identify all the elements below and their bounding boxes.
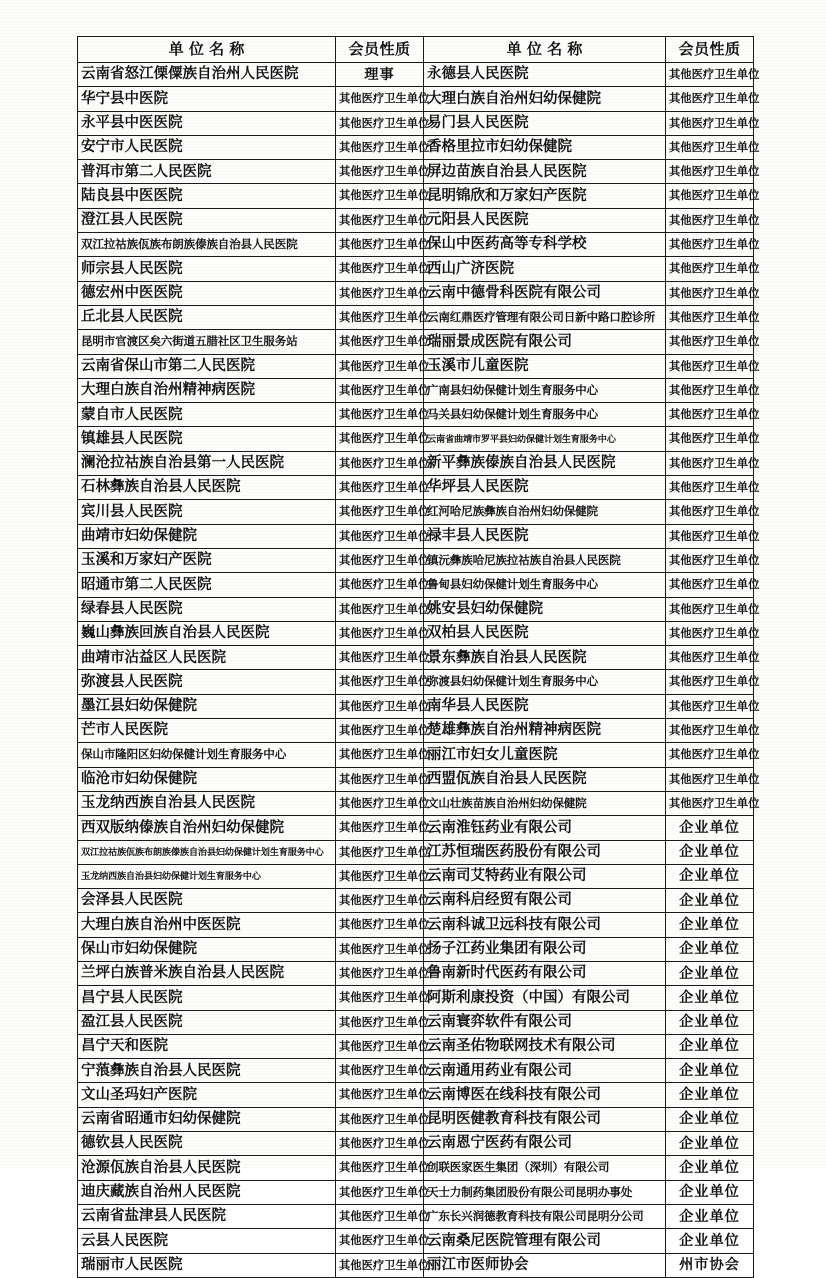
cell-member-type-left: 其他医疗卫生单位	[336, 548, 424, 572]
cell-member-type-left: 其他医疗卫生单位	[336, 427, 424, 451]
cell-unit-name-right: 天士力制药集团股份有限公司昆明办事处	[424, 1180, 666, 1204]
cell-unit-name-right: 镇沅彝族哈尼族拉祜族自治县人民医院	[424, 548, 666, 572]
cell-unit-name-left: 双江拉祜族佤族布朗族傣族自治县妇幼保健计划生育服务中心	[78, 840, 336, 864]
cell-unit-name-left: 昌宁县人民医院	[78, 986, 336, 1010]
cell-unit-name-left: 普洱市第二人民医院	[78, 160, 336, 184]
cell-unit-name-right: 南华县人民医院	[424, 694, 666, 718]
cell-member-type-left: 其他医疗卫生单位	[336, 1059, 424, 1083]
cell-unit-name-left: 镇雄县人民医院	[78, 427, 336, 451]
cell-member-type-right: 企业单位	[666, 1010, 754, 1034]
cell-member-type-right: 其他医疗卫生单位	[666, 87, 754, 111]
member-registry-table-container	[77, 36, 760, 1278]
table-row	[78, 548, 754, 572]
table-row	[78, 767, 754, 791]
cell-member-type-right: 企业单位	[666, 889, 754, 913]
cell-unit-name-left: 云南省保山市第二人民医院	[78, 354, 336, 378]
cell-unit-name-right: 云南科诚卫远科技有限公司	[424, 913, 666, 937]
cell-unit-name-left: 澄江县人民医院	[78, 208, 336, 232]
table-row	[78, 1229, 754, 1253]
table-row	[78, 476, 754, 500]
cell-unit-name-left: 巍山彝族回族自治县人民医院	[78, 621, 336, 645]
cell-unit-name-left: 盈江县人民医院	[78, 1010, 336, 1034]
cell-member-type-right: 其他医疗卫生单位	[666, 281, 754, 305]
cell-unit-name-left: 云县人民医院	[78, 1229, 336, 1253]
cell-member-type-right: 其他医疗卫生单位	[666, 451, 754, 475]
cell-member-type-left: 其他医疗卫生单位	[336, 986, 424, 1010]
cell-member-type-right: 其他医疗卫生单位	[666, 524, 754, 548]
cell-member-type-right: 企业单位	[666, 1132, 754, 1156]
cell-member-type-left: 其他医疗卫生单位	[336, 111, 424, 135]
cell-member-type-right: 其他医疗卫生单位	[666, 305, 754, 329]
cell-member-type-left: 其他医疗卫生单位	[336, 500, 424, 524]
cell-unit-name-left: 德钦县人民医院	[78, 1132, 336, 1156]
table-row	[78, 63, 754, 87]
table-row	[78, 330, 754, 354]
cell-member-type-left: 其他医疗卫生单位	[336, 1229, 424, 1253]
cell-member-type-right: 企业单位	[666, 1156, 754, 1180]
cell-unit-name-left: 西双版纳傣族自治州妇幼保健院	[78, 816, 336, 840]
cell-member-type-right: 其他医疗卫生单位	[666, 427, 754, 451]
cell-member-type-left: 其他医疗卫生单位	[336, 1132, 424, 1156]
table-row	[78, 1107, 754, 1131]
cell-member-type-left: 其他医疗卫生单位	[336, 913, 424, 937]
cell-unit-name-right: 扬子江药业集团有限公司	[424, 937, 666, 961]
cell-member-type-left: 其他医疗卫生单位	[336, 135, 424, 159]
cell-member-type-right: 其他医疗卫生单位	[666, 257, 754, 281]
cell-member-type-right: 其他医疗卫生单位	[666, 378, 754, 402]
cell-unit-name-left: 沧源佤族自治县人民医院	[78, 1156, 336, 1180]
cell-unit-name-right: 云南司艾特药业有限公司	[424, 864, 666, 888]
table-row	[78, 816, 754, 840]
cell-member-type-left: 其他医疗卫生单位	[336, 694, 424, 718]
cell-member-type-right: 其他医疗卫生单位	[666, 135, 754, 159]
cell-unit-name-left: 陆良县中医医院	[78, 184, 336, 208]
cell-member-type-right: 其他医疗卫生单位	[666, 63, 754, 87]
cell-member-type-left: 其他医疗卫生单位	[336, 160, 424, 184]
cell-unit-name-left: 保山市隆阳区妇幼保健计划生育服务中心	[78, 743, 336, 767]
cell-unit-name-left: 石林彝族自治县人民医院	[78, 476, 336, 500]
cell-unit-name-left: 澜沧拉祜族自治县第一人民医院	[78, 451, 336, 475]
cell-unit-name-right: 云南恩宁医药有限公司	[424, 1132, 666, 1156]
cell-unit-name-left: 保山市妇幼保健院	[78, 937, 336, 961]
cell-member-type-left: 其他医疗卫生单位	[336, 1204, 424, 1228]
cell-member-type-right: 其他医疗卫生单位	[666, 160, 754, 184]
cell-member-type-right: 企业单位	[666, 1180, 754, 1204]
cell-unit-name-right: 鲁甸县妇幼保健计划生育服务中心	[424, 573, 666, 597]
cell-member-type-right: 其他医疗卫生单位	[666, 621, 754, 645]
cell-unit-name-right: 云南红鼎医疗管理有限公司日新中路口腔诊所	[424, 305, 666, 329]
table-row	[78, 451, 754, 475]
cell-member-type-left: 其他医疗卫生单位	[336, 354, 424, 378]
cell-unit-name-left: 兰坪白族普米族自治县人民医院	[78, 961, 336, 985]
cell-unit-name-left: 德宏州中医医院	[78, 281, 336, 305]
cell-unit-name-right: 丽江市妇女儿童医院	[424, 743, 666, 767]
cell-unit-name-left: 华宁县中医院	[78, 87, 336, 111]
cell-member-type-right: 企业单位	[666, 864, 754, 888]
cell-member-type-right: 企业单位	[666, 1107, 754, 1131]
table-row	[78, 427, 754, 451]
cell-unit-name-right: 昆明医健教育科技有限公司	[424, 1107, 666, 1131]
cell-unit-name-right: 姚安县妇幼保健院	[424, 597, 666, 621]
cell-member-type-right: 企业单位	[666, 913, 754, 937]
cell-member-type-left: 其他医疗卫生单位	[336, 87, 424, 111]
cell-member-type-right: 企业单位	[666, 937, 754, 961]
table-row	[78, 208, 754, 232]
cell-unit-name-left: 曲靖市妇幼保健院	[78, 524, 336, 548]
table-row	[78, 961, 754, 985]
cell-unit-name-right: 云南省曲靖市罗平县妇幼保健计划生育服务中心	[424, 427, 666, 451]
table-row	[78, 937, 754, 961]
table-row	[78, 986, 754, 1010]
cell-member-type-left: 其他医疗卫生单位	[336, 889, 424, 913]
cell-unit-name-left: 弥渡县人民医院	[78, 670, 336, 694]
cell-unit-name-left: 墨江县妇幼保健院	[78, 694, 336, 718]
table-row	[78, 1010, 754, 1034]
cell-member-type-right: 其他医疗卫生单位	[666, 500, 754, 524]
cell-member-type-left: 其他医疗卫生单位	[336, 1083, 424, 1107]
cell-member-type-left: 其他医疗卫生单位	[336, 184, 424, 208]
table-row	[78, 889, 754, 913]
cell-member-type-right: 其他医疗卫生单位	[666, 573, 754, 597]
table-row	[78, 913, 754, 937]
cell-unit-name-left: 宁蒗彝族自治县人民医院	[78, 1059, 336, 1083]
cell-member-type-right: 企业单位	[666, 840, 754, 864]
cell-unit-name-right: 云南通用药业有限公司	[424, 1059, 666, 1083]
cell-member-type-left: 其他医疗卫生单位	[336, 233, 424, 257]
cell-unit-name-left: 丘北县人民医院	[78, 305, 336, 329]
table-row	[78, 1034, 754, 1058]
cell-unit-name-left: 昆明市官渡区矣六街道五腊社区卫生服务站	[78, 330, 336, 354]
cell-unit-name-left: 双江拉祜族佤族布朗族傣族自治县人民医院	[78, 233, 336, 257]
cell-unit-name-left: 昌宁天和医院	[78, 1034, 336, 1058]
cell-unit-name-left: 临沧市妇幼保健院	[78, 767, 336, 791]
table-row	[78, 135, 754, 159]
cell-member-type-right: 企业单位	[666, 986, 754, 1010]
header-unit-name-right: 单 位 名 称	[424, 37, 666, 63]
cell-member-type-left: 其他医疗卫生单位	[336, 208, 424, 232]
table-row	[78, 597, 754, 621]
table-row	[78, 864, 754, 888]
table-row	[78, 233, 754, 257]
cell-unit-name-left: 大理白族自治州精神病医院	[78, 378, 336, 402]
table-row	[78, 670, 754, 694]
cell-unit-name-right: 瑞丽景成医院有限公司	[424, 330, 666, 354]
cell-member-type-right: 其他医疗卫生单位	[666, 403, 754, 427]
cell-member-type-right: 其他医疗卫生单位	[666, 670, 754, 694]
table-row	[78, 1132, 754, 1156]
table-row	[78, 573, 754, 597]
cell-member-type-right: 其他医疗卫生单位	[666, 791, 754, 815]
cell-unit-name-right: 鲁南新时代医药有限公司	[424, 961, 666, 985]
cell-member-type-left: 其他医疗卫生单位	[336, 378, 424, 402]
table-row	[78, 1180, 754, 1204]
cell-unit-name-right: 云南博医在线科技有限公司	[424, 1083, 666, 1107]
cell-member-type-left: 其他医疗卫生单位	[336, 524, 424, 548]
cell-member-type-left: 其他医疗卫生单位	[336, 961, 424, 985]
cell-unit-name-right: 景东彝族自治县人民医院	[424, 646, 666, 670]
cell-unit-name-left: 安宁市人民医院	[78, 135, 336, 159]
cell-member-type-left: 理事	[336, 63, 424, 87]
cell-unit-name-right: 西盟佤族自治县人民医院	[424, 767, 666, 791]
cell-member-type-left: 其他医疗卫生单位	[336, 1034, 424, 1058]
table-row	[78, 743, 754, 767]
cell-unit-name-right: 易门县人民医院	[424, 111, 666, 135]
cell-unit-name-right: 元阳县人民医院	[424, 208, 666, 232]
cell-member-type-right: 其他医疗卫生单位	[666, 646, 754, 670]
cell-member-type-left: 其他医疗卫生单位	[336, 403, 424, 427]
cell-member-type-left: 其他医疗卫生单位	[336, 937, 424, 961]
table-row	[78, 403, 754, 427]
table-row	[78, 1253, 754, 1277]
table-row	[78, 524, 754, 548]
cell-unit-name-right: 屏边苗族自治县人民医院	[424, 160, 666, 184]
cell-member-type-left: 其他医疗卫生单位	[336, 257, 424, 281]
cell-member-type-left: 其他医疗卫生单位	[336, 597, 424, 621]
cell-unit-name-left: 昭通市第二人民医院	[78, 573, 336, 597]
table-row	[78, 1059, 754, 1083]
header-unit-name-left: 单 位 名 称	[78, 37, 336, 63]
cell-unit-name-right: 华坪县人民医院	[424, 476, 666, 500]
cell-member-type-right: 其他医疗卫生单位	[666, 743, 754, 767]
cell-member-type-left: 其他医疗卫生单位	[336, 305, 424, 329]
header-member-type-right: 会员性质	[666, 37, 754, 63]
cell-unit-name-right: 马关县妇幼保健计划生育服务中心	[424, 403, 666, 427]
header-member-type-left: 会员性质	[336, 37, 424, 63]
table-row	[78, 281, 754, 305]
table-row	[78, 160, 754, 184]
table-row	[78, 791, 754, 815]
table-row	[78, 500, 754, 524]
cell-member-type-right: 企业单位	[666, 1059, 754, 1083]
member-registry-table	[77, 36, 760, 1278]
cell-unit-name-left: 玉龙纳西族自治县妇幼保健计划生育服务中心	[78, 864, 336, 888]
cell-member-type-right: 企业单位	[666, 961, 754, 985]
cell-member-type-left: 其他医疗卫生单位	[336, 1180, 424, 1204]
cell-member-type-left: 其他医疗卫生单位	[336, 646, 424, 670]
cell-member-type-right: 其他医疗卫生单位	[666, 233, 754, 257]
cell-unit-name-left: 云南省怒江傈僳族自治州人民医院	[78, 63, 336, 87]
cell-unit-name-right: 大理白族自治州妇幼保健院	[424, 87, 666, 111]
cell-unit-name-right: 楚雄彝族自治州精神病医院	[424, 719, 666, 743]
cell-member-type-left: 其他医疗卫生单位	[336, 1253, 424, 1277]
cell-member-type-right: 企业单位	[666, 1034, 754, 1058]
cell-unit-name-left: 瑞丽市人民医院	[78, 1253, 336, 1277]
table-row	[78, 1204, 754, 1228]
table-row	[78, 354, 754, 378]
cell-unit-name-right: 创联医家医生集团（深圳）有限公司	[424, 1156, 666, 1180]
cell-member-type-right: 企业单位	[666, 1204, 754, 1228]
cell-unit-name-right: 云南圣佑物联网技术有限公司	[424, 1034, 666, 1058]
cell-unit-name-right: 文山壮族苗族自治州妇幼保健院	[424, 791, 666, 815]
cell-member-type-right: 州市协会	[666, 1253, 754, 1277]
cell-member-type-right: 其他医疗卫生单位	[666, 476, 754, 500]
cell-unit-name-right: 云南寰弈软件有限公司	[424, 1010, 666, 1034]
cell-unit-name-right: 新平彝族傣族自治县人民医院	[424, 451, 666, 475]
cell-member-type-left: 其他医疗卫生单位	[336, 743, 424, 767]
cell-unit-name-right: 广东长兴润德教育科技有限公司昆明分公司	[424, 1204, 666, 1228]
cell-unit-name-right: 云南桑尼医院管理有限公司	[424, 1229, 666, 1253]
cell-unit-name-right: 香格里拉市妇幼保健院	[424, 135, 666, 159]
table-row	[78, 1083, 754, 1107]
table-row	[78, 305, 754, 329]
cell-member-type-left: 其他医疗卫生单位	[336, 621, 424, 645]
header-row	[78, 37, 754, 63]
cell-member-type-right: 企业单位	[666, 816, 754, 840]
cell-unit-name-left: 云南省昭通市妇幼保健院	[78, 1107, 336, 1131]
cell-member-type-right: 其他医疗卫生单位	[666, 330, 754, 354]
cell-unit-name-left: 永平县中医医院	[78, 111, 336, 135]
cell-member-type-left: 其他医疗卫生单位	[336, 573, 424, 597]
cell-member-type-right: 企业单位	[666, 1229, 754, 1253]
cell-unit-name-right: 红河哈尼族彝族自治州妇幼保健院	[424, 500, 666, 524]
cell-unit-name-right: 弥渡县妇幼保健计划生育服务中心	[424, 670, 666, 694]
table-row	[78, 840, 754, 864]
cell-member-type-left: 其他医疗卫生单位	[336, 451, 424, 475]
cell-unit-name-left: 绿春县人民医院	[78, 597, 336, 621]
cell-member-type-left: 其他医疗卫生单位	[336, 281, 424, 305]
cell-member-type-right: 其他医疗卫生单位	[666, 111, 754, 135]
cell-unit-name-right: 禄丰县人民医院	[424, 524, 666, 548]
cell-member-type-right: 其他医疗卫生单位	[666, 767, 754, 791]
cell-unit-name-right: 西山广济医院	[424, 257, 666, 281]
cell-unit-name-right: 丽江市医师协会	[424, 1253, 666, 1277]
cell-member-type-left: 其他医疗卫生单位	[336, 767, 424, 791]
table-row	[78, 719, 754, 743]
cell-member-type-left: 其他医疗卫生单位	[336, 670, 424, 694]
cell-member-type-right: 其他医疗卫生单位	[666, 354, 754, 378]
cell-unit-name-left: 玉龙纳西族自治县人民医院	[78, 791, 336, 815]
cell-member-type-right: 其他医疗卫生单位	[666, 719, 754, 743]
table-row	[78, 257, 754, 281]
table-row	[78, 184, 754, 208]
cell-member-type-right: 企业单位	[666, 1083, 754, 1107]
table-row	[78, 111, 754, 135]
cell-member-type-left: 其他医疗卫生单位	[336, 816, 424, 840]
cell-unit-name-right: 云南淮钰药业有限公司	[424, 816, 666, 840]
table-row	[78, 646, 754, 670]
cell-unit-name-left: 芒市人民医院	[78, 719, 336, 743]
cell-member-type-left: 其他医疗卫生单位	[336, 1156, 424, 1180]
cell-unit-name-left: 迪庆藏族自治州人民医院	[78, 1180, 336, 1204]
cell-unit-name-right: 昆明锦欣和万家妇产医院	[424, 184, 666, 208]
cell-unit-name-left: 大理白族自治州中医医院	[78, 913, 336, 937]
cell-unit-name-left: 蒙自市人民医院	[78, 403, 336, 427]
cell-member-type-left: 其他医疗卫生单位	[336, 791, 424, 815]
table-row	[78, 1156, 754, 1180]
cell-member-type-left: 其他医疗卫生单位	[336, 719, 424, 743]
cell-member-type-right: 其他医疗卫生单位	[666, 694, 754, 718]
cell-member-type-left: 其他医疗卫生单位	[336, 864, 424, 888]
cell-unit-name-left: 曲靖市沾益区人民医院	[78, 646, 336, 670]
cell-member-type-right: 其他医疗卫生单位	[666, 548, 754, 572]
cell-member-type-left: 其他医疗卫生单位	[336, 476, 424, 500]
cell-member-type-left: 其他医疗卫生单位	[336, 1107, 424, 1131]
cell-unit-name-right: 双柏县人民医院	[424, 621, 666, 645]
cell-member-type-right: 其他医疗卫生单位	[666, 208, 754, 232]
cell-member-type-right: 其他医疗卫生单位	[666, 184, 754, 208]
cell-unit-name-right: 永德县人民医院	[424, 63, 666, 87]
cell-unit-name-right: 阿斯利康投资（中国）有限公司	[424, 986, 666, 1010]
cell-unit-name-right: 广南县妇幼保健计划生育服务中心	[424, 378, 666, 402]
cell-unit-name-left: 宾川县人民医院	[78, 500, 336, 524]
cell-member-type-left: 其他医疗卫生单位	[336, 330, 424, 354]
table-row	[78, 378, 754, 402]
table-row	[78, 87, 754, 111]
cell-unit-name-right: 玉溪市儿童医院	[424, 354, 666, 378]
cell-unit-name-right: 保山中医药高等专科学校	[424, 233, 666, 257]
cell-unit-name-right: 江苏恒瑞医药股份有限公司	[424, 840, 666, 864]
cell-member-type-left: 其他医疗卫生单位	[336, 1010, 424, 1034]
cell-unit-name-left: 文山圣玛妇产医院	[78, 1083, 336, 1107]
cell-member-type-left: 其他医疗卫生单位	[336, 840, 424, 864]
cell-unit-name-left: 会泽县人民医院	[78, 889, 336, 913]
cell-unit-name-right: 云南科启经贸有限公司	[424, 889, 666, 913]
table-row	[78, 694, 754, 718]
cell-unit-name-left: 云南省盐津县人民医院	[78, 1204, 336, 1228]
cell-unit-name-left: 玉溪和万家妇产医院	[78, 548, 336, 572]
table-body	[78, 63, 760, 1278]
cell-member-type-right: 其他医疗卫生单位	[666, 597, 754, 621]
table-row	[78, 621, 754, 645]
cell-unit-name-left: 师宗县人民医院	[78, 257, 336, 281]
table-header	[78, 37, 754, 63]
cell-unit-name-right: 云南中德骨科医院有限公司	[424, 281, 666, 305]
